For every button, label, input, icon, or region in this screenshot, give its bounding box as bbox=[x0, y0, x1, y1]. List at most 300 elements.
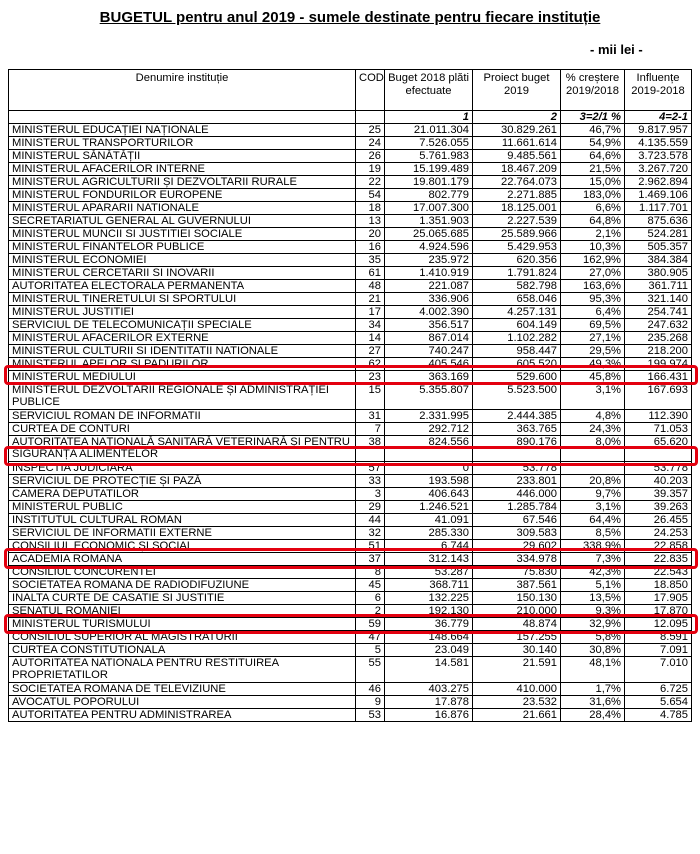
table-row bbox=[9, 306, 692, 319]
budget-2019-cell: 2.271.885 bbox=[473, 189, 561, 202]
institution-code: 20 bbox=[356, 228, 385, 241]
growth-cell: 6,4% bbox=[561, 306, 625, 319]
institution-name: MINISTERUL MEDIULUI bbox=[9, 371, 356, 384]
institution-code: 15 bbox=[356, 384, 385, 410]
institution-code: 27 bbox=[356, 345, 385, 358]
header-budget-2018: Buget 2018 plăti efectuate bbox=[385, 70, 473, 111]
budget-2018-cell: 192.130 bbox=[385, 605, 473, 618]
budget-2018-cell: 14.581 bbox=[385, 657, 473, 683]
institution-code: 48 bbox=[356, 280, 385, 293]
budget-2018-cell: 363.169 bbox=[385, 371, 473, 384]
growth-cell: 27,1% bbox=[561, 332, 625, 345]
budget-2018-cell: 5.761.983 bbox=[385, 150, 473, 163]
budget-2018-cell: 403.275 bbox=[385, 683, 473, 696]
institution-name: SERVICIUL DE TELECOMUNICAȚII SPECIALE bbox=[9, 319, 356, 332]
influence-cell: 9.817.957 bbox=[625, 124, 692, 137]
budget-2018-cell: 36.779 bbox=[385, 618, 473, 631]
influence-cell: 22.543 bbox=[625, 566, 692, 579]
budget-2019-cell: 30.829.261 bbox=[473, 124, 561, 137]
table-row bbox=[9, 475, 692, 488]
budget-2018-cell: 2.331.995 bbox=[385, 410, 473, 423]
budget-2019-cell: 11.661.614 bbox=[473, 137, 561, 150]
influence-cell: 166.431 bbox=[625, 371, 692, 384]
growth-cell: 4,8% bbox=[561, 410, 625, 423]
institution-name: SOCIETATEA ROMANA DE RADIODIFUZIUNE bbox=[9, 579, 356, 592]
header-code: COD bbox=[356, 70, 385, 111]
growth-cell: 69,5% bbox=[561, 319, 625, 332]
table-row bbox=[9, 241, 692, 254]
institution-name: MINISTERUL TRANSPORTURILOR bbox=[9, 137, 356, 150]
influence-cell: 39.263 bbox=[625, 501, 692, 514]
table-row bbox=[9, 280, 692, 293]
table-row bbox=[9, 254, 692, 267]
budget-2019-cell: 21.661 bbox=[473, 709, 561, 722]
growth-cell: 42,3% bbox=[561, 566, 625, 579]
institution-code: 32 bbox=[356, 527, 385, 540]
influence-cell: 167.693 bbox=[625, 384, 692, 410]
influence-cell: 2.962.894 bbox=[625, 176, 692, 189]
influence-cell: 321.140 bbox=[625, 293, 692, 306]
table-row bbox=[9, 371, 692, 384]
institution-name: MINISTERUL TINERETULUI SI SPORTULUI bbox=[9, 293, 356, 306]
institution-name: SERVICIUL DE PROTECȚIE ȘI PAZĂ bbox=[9, 475, 356, 488]
growth-cell: 9,3% bbox=[561, 605, 625, 618]
influence-cell: 235.268 bbox=[625, 332, 692, 345]
budget-2019-cell: 67.546 bbox=[473, 514, 561, 527]
budget-2019-cell: 658.046 bbox=[473, 293, 561, 306]
budget-2018-cell: 285.330 bbox=[385, 527, 473, 540]
budget-2019-cell: 18.467.209 bbox=[473, 163, 561, 176]
growth-cell: 32,9% bbox=[561, 618, 625, 631]
table-row bbox=[9, 176, 692, 189]
table-body bbox=[9, 124, 692, 722]
institution-code: 5 bbox=[356, 644, 385, 657]
growth-cell: 3,1% bbox=[561, 384, 625, 410]
budget-2019-cell: 5.429.953 bbox=[473, 241, 561, 254]
budget-2019-cell: 48.874 bbox=[473, 618, 561, 631]
budget-2019-cell: 387.561 bbox=[473, 579, 561, 592]
institution-name: MINISTERUL AFACERILOR EXTERNE bbox=[9, 332, 356, 345]
table-row bbox=[9, 228, 692, 241]
budget-2019-cell: 2.227.539 bbox=[473, 215, 561, 228]
growth-cell: 24,3% bbox=[561, 423, 625, 436]
table-row bbox=[9, 436, 692, 462]
institution-code: 3 bbox=[356, 488, 385, 501]
institution-code: 19 bbox=[356, 163, 385, 176]
institution-code: 29 bbox=[356, 501, 385, 514]
budget-2019-cell: 958.447 bbox=[473, 345, 561, 358]
institution-name: SERVICIUL DE INFORMATII EXTERNE bbox=[9, 527, 356, 540]
budget-2019-cell: 410.000 bbox=[473, 683, 561, 696]
institution-name: CAMERA DEPUTATILOR bbox=[9, 488, 356, 501]
growth-cell: 54,9% bbox=[561, 137, 625, 150]
institution-name: MINISTERUL AFACERILOR INTERNE bbox=[9, 163, 356, 176]
institution-name: INSPECTIA JUDICIARA bbox=[9, 462, 356, 475]
budget-2018-cell: 802.779 bbox=[385, 189, 473, 202]
institution-code: 46 bbox=[356, 683, 385, 696]
institution-code: 54 bbox=[356, 189, 385, 202]
growth-cell: 1,7% bbox=[561, 683, 625, 696]
influence-cell: 24.253 bbox=[625, 527, 692, 540]
institution-code: 6 bbox=[356, 592, 385, 605]
influence-cell: 1.469.106 bbox=[625, 189, 692, 202]
table-row bbox=[9, 189, 692, 202]
budget-2019-cell: 604.149 bbox=[473, 319, 561, 332]
budget-2019-cell: 29.602 bbox=[473, 540, 561, 553]
institution-name: MINISTERUL ECONOMIEI bbox=[9, 254, 356, 267]
influence-cell: 505.357 bbox=[625, 241, 692, 254]
budget-2018-cell: 406.643 bbox=[385, 488, 473, 501]
growth-cell: 8,0% bbox=[561, 436, 625, 462]
institution-code: 25 bbox=[356, 124, 385, 137]
influence-cell: 384.384 bbox=[625, 254, 692, 267]
institution-code: 59 bbox=[356, 618, 385, 631]
budget-2018-cell: 292.712 bbox=[385, 423, 473, 436]
budget-2018-cell: 148.664 bbox=[385, 631, 473, 644]
budget-2018-cell: 0 bbox=[385, 462, 473, 475]
budget-2019-cell: 620.356 bbox=[473, 254, 561, 267]
influence-cell: 18.850 bbox=[625, 579, 692, 592]
table-row bbox=[9, 553, 692, 566]
budget-2019-cell: 30.140 bbox=[473, 644, 561, 657]
budget-2018-cell: 4.924.596 bbox=[385, 241, 473, 254]
index-cell: 4=2-1 bbox=[625, 111, 692, 124]
table-row bbox=[9, 150, 692, 163]
influence-cell: 4.135.559 bbox=[625, 137, 692, 150]
table-row bbox=[9, 410, 692, 423]
influence-cell: 380.905 bbox=[625, 267, 692, 280]
table-row bbox=[9, 618, 692, 631]
growth-cell: 13,5% bbox=[561, 592, 625, 605]
table-row bbox=[9, 488, 692, 501]
table-row bbox=[9, 423, 692, 436]
institution-name: CONSILIUL SUPERIOR AL MAGISTRATURII bbox=[9, 631, 356, 644]
budget-2018-cell: 193.598 bbox=[385, 475, 473, 488]
budget-2019-cell: 1.102.282 bbox=[473, 332, 561, 345]
institution-name: MINISTERUL APELOR SI PADURILOR bbox=[9, 358, 356, 371]
growth-cell: 28,4% bbox=[561, 709, 625, 722]
institution-name: CONSILIUL CONCURENTEI bbox=[9, 566, 356, 579]
budget-2019-cell: 890.176 bbox=[473, 436, 561, 462]
growth-cell: 95,3% bbox=[561, 293, 625, 306]
institution-code: 38 bbox=[356, 436, 385, 462]
influence-cell: 26.455 bbox=[625, 514, 692, 527]
institution-code: 47 bbox=[356, 631, 385, 644]
growth-cell: 20,8% bbox=[561, 475, 625, 488]
institution-code: 21 bbox=[356, 293, 385, 306]
budget-2019-cell: 22.764.073 bbox=[473, 176, 561, 189]
institution-name: CONSILIUL ECONOMIC ȘI SOCIAL bbox=[9, 540, 356, 553]
growth-cell: 64,8% bbox=[561, 215, 625, 228]
budget-2018-cell: 867.014 bbox=[385, 332, 473, 345]
budget-2019-cell: 363.765 bbox=[473, 423, 561, 436]
influence-cell: 254.741 bbox=[625, 306, 692, 319]
table-row bbox=[9, 605, 692, 618]
institution-code: 14 bbox=[356, 332, 385, 345]
institution-code: 35 bbox=[356, 254, 385, 267]
table-header-row bbox=[9, 70, 692, 111]
table-row bbox=[9, 709, 692, 722]
institution-name: MINISTERUL CERCETARII SI INOVARII bbox=[9, 267, 356, 280]
table-row bbox=[9, 202, 692, 215]
growth-cell: 64,4% bbox=[561, 514, 625, 527]
table-row bbox=[9, 566, 692, 579]
budget-2018-cell: 824.556 bbox=[385, 436, 473, 462]
table-row bbox=[9, 696, 692, 709]
institution-name: MINISTERUL JUSTITIEI bbox=[9, 306, 356, 319]
budget-2018-cell: 21.011.304 bbox=[385, 124, 473, 137]
influence-cell: 4.785 bbox=[625, 709, 692, 722]
header-budget-2019: Proiect buget 2019 bbox=[473, 70, 561, 111]
influence-cell: 12.095 bbox=[625, 618, 692, 631]
index-cell bbox=[9, 111, 356, 124]
influence-cell: 5.654 bbox=[625, 696, 692, 709]
influence-cell: 218.200 bbox=[625, 345, 692, 358]
budget-2019-cell: 446.000 bbox=[473, 488, 561, 501]
institution-code: 45 bbox=[356, 579, 385, 592]
influence-cell: 65.620 bbox=[625, 436, 692, 462]
table-row bbox=[9, 319, 692, 332]
growth-cell: 183,0% bbox=[561, 189, 625, 202]
institution-name: MINISTERUL MUNCII SI JUSTITIEI SOCIALE bbox=[9, 228, 356, 241]
growth-cell: 3,1% bbox=[561, 501, 625, 514]
institution-code: 33 bbox=[356, 475, 385, 488]
budget-2018-cell: 1.246.521 bbox=[385, 501, 473, 514]
page-title: BUGETUL pentru anul 2019 - sumele destinate pentru fiecare instituție bbox=[99, 9, 601, 26]
growth-cell: 163,6% bbox=[561, 280, 625, 293]
influence-cell: 199.974 bbox=[625, 358, 692, 371]
table-row bbox=[9, 124, 692, 137]
budget-2018-cell: 1.351.903 bbox=[385, 215, 473, 228]
table-index-row bbox=[9, 111, 692, 124]
institution-code: 16 bbox=[356, 241, 385, 254]
institution-name: SENATUL ROMANIEI bbox=[9, 605, 356, 618]
growth-cell: 31,6% bbox=[561, 696, 625, 709]
growth-cell: 48,1% bbox=[561, 657, 625, 683]
budget-2019-cell: 2.444.385 bbox=[473, 410, 561, 423]
budget-2018-cell: 132.225 bbox=[385, 592, 473, 605]
institution-code: 37 bbox=[356, 553, 385, 566]
institution-name: INALTA CURTE DE CASATIE SI JUSTITIE bbox=[9, 592, 356, 605]
budget-2018-cell: 235.972 bbox=[385, 254, 473, 267]
budget-2019-cell: 23.532 bbox=[473, 696, 561, 709]
table-row bbox=[9, 215, 692, 228]
influence-cell: 71.053 bbox=[625, 423, 692, 436]
budget-2018-cell: 16.876 bbox=[385, 709, 473, 722]
table-row bbox=[9, 345, 692, 358]
budget-2018-cell: 15.199.489 bbox=[385, 163, 473, 176]
budget-2019-cell: 4.257.131 bbox=[473, 306, 561, 319]
influence-cell: 3.267.720 bbox=[625, 163, 692, 176]
budget-2018-cell: 740.247 bbox=[385, 345, 473, 358]
budget-2018-cell: 7.526.055 bbox=[385, 137, 473, 150]
influence-cell: 247.632 bbox=[625, 319, 692, 332]
growth-cell: 29,5% bbox=[561, 345, 625, 358]
growth-cell: 10,3% bbox=[561, 241, 625, 254]
budget-table bbox=[8, 69, 692, 722]
institution-name: AVOCATUL POPORULUI bbox=[9, 696, 356, 709]
institution-name: MINISTERUL CULTURII SI IDENTITATII NATIONALE bbox=[9, 345, 356, 358]
table-row bbox=[9, 293, 692, 306]
growth-cell: 45,8% bbox=[561, 371, 625, 384]
influence-cell: 1.117.701 bbox=[625, 202, 692, 215]
budget-2019-cell: 18.125.001 bbox=[473, 202, 561, 215]
table-row bbox=[9, 592, 692, 605]
table-row bbox=[9, 540, 692, 553]
budget-2018-cell: 5.355.807 bbox=[385, 384, 473, 410]
index-cell: 3=2/1 % bbox=[561, 111, 625, 124]
institution-name: MINISTERUL DEZVOLTĂRII REGIONALE ȘI ADMINISTRAȚIEI PUBLICE bbox=[9, 384, 356, 410]
growth-cell: 162,9% bbox=[561, 254, 625, 267]
influence-cell: 3.723.578 bbox=[625, 150, 692, 163]
institution-name: AUTORITATEA NATIONALA PENTRU RESTITUIREA PROPRIETATILOR bbox=[9, 657, 356, 683]
growth-cell: 46,7% bbox=[561, 124, 625, 137]
budget-2019-cell: 1.285.784 bbox=[473, 501, 561, 514]
table-row bbox=[9, 358, 692, 371]
budget-2018-cell: 368.711 bbox=[385, 579, 473, 592]
index-cell: 2 bbox=[473, 111, 561, 124]
table-row bbox=[9, 644, 692, 657]
institution-name: MINISTERUL PUBLIC bbox=[9, 501, 356, 514]
institution-code: 13 bbox=[356, 215, 385, 228]
influence-cell: 17.870 bbox=[625, 605, 692, 618]
institution-name: CURTEA CONSTITUTIONALA bbox=[9, 644, 356, 657]
institution-code: 34 bbox=[356, 319, 385, 332]
budget-2018-cell: 405.546 bbox=[385, 358, 473, 371]
budget-2019-cell: 21.591 bbox=[473, 657, 561, 683]
budget-2018-cell: 356.517 bbox=[385, 319, 473, 332]
influence-cell: 6.725 bbox=[625, 683, 692, 696]
budget-2019-cell: 582.798 bbox=[473, 280, 561, 293]
growth-cell: 30,8% bbox=[561, 644, 625, 657]
header-growth: % creștere 2019/2018 bbox=[561, 70, 625, 111]
budget-2019-cell: 233.801 bbox=[473, 475, 561, 488]
institution-name: MINISTERUL FINANTELOR PUBLICE bbox=[9, 241, 356, 254]
budget-2019-cell: 75.830 bbox=[473, 566, 561, 579]
budget-2019-cell: 529.600 bbox=[473, 371, 561, 384]
budget-2019-cell: 157.255 bbox=[473, 631, 561, 644]
budget-2018-cell: 17.007.300 bbox=[385, 202, 473, 215]
growth-cell: 338,9% bbox=[561, 540, 625, 553]
budget-2018-cell: 336.906 bbox=[385, 293, 473, 306]
budget-2018-cell: 23.049 bbox=[385, 644, 473, 657]
institution-code: 55 bbox=[356, 657, 385, 683]
growth-cell: 49,3% bbox=[561, 358, 625, 371]
influence-cell: 17.905 bbox=[625, 592, 692, 605]
budget-2018-cell: 1.410.919 bbox=[385, 267, 473, 280]
budget-2018-cell: 25.065.685 bbox=[385, 228, 473, 241]
growth-cell: 8,5% bbox=[561, 527, 625, 540]
institution-name: ACADEMIA ROMANA bbox=[9, 553, 356, 566]
table-row bbox=[9, 657, 692, 683]
growth-cell: 5,8% bbox=[561, 631, 625, 644]
unit-label: - mii lei - bbox=[590, 42, 643, 57]
institution-name: INSTITUTUL CULTURAL ROMAN bbox=[9, 514, 356, 527]
institution-name: MINISTERUL APARARII NATIONALE bbox=[9, 202, 356, 215]
institution-code: 7 bbox=[356, 423, 385, 436]
budget-2018-cell: 221.087 bbox=[385, 280, 473, 293]
budget-2019-cell: 309.583 bbox=[473, 527, 561, 540]
growth-cell: 9,7% bbox=[561, 488, 625, 501]
budget-2019-cell: 150.130 bbox=[473, 592, 561, 605]
budget-2018-cell: 6.744 bbox=[385, 540, 473, 553]
growth-cell: 7,3% bbox=[561, 553, 625, 566]
institution-code: 53 bbox=[356, 709, 385, 722]
table-row bbox=[9, 683, 692, 696]
institution-name: SECRETARIATUL GENERAL AL GUVERNULUI bbox=[9, 215, 356, 228]
growth-cell: 21,5% bbox=[561, 163, 625, 176]
influence-cell: 40.203 bbox=[625, 475, 692, 488]
growth-cell: 27,0% bbox=[561, 267, 625, 280]
institution-code: 44 bbox=[356, 514, 385, 527]
institution-code: 26 bbox=[356, 150, 385, 163]
growth-cell: 5,1% bbox=[561, 579, 625, 592]
institution-code: 57 bbox=[356, 462, 385, 475]
growth-cell: 64,6% bbox=[561, 150, 625, 163]
institution-code: 51 bbox=[356, 540, 385, 553]
budget-2019-cell: 25.589.966 bbox=[473, 228, 561, 241]
table-row bbox=[9, 332, 692, 345]
budget-2019-cell: 334.978 bbox=[473, 553, 561, 566]
influence-cell: 8.591 bbox=[625, 631, 692, 644]
header-institution: Denumire instituție bbox=[9, 70, 356, 111]
institution-code: 22 bbox=[356, 176, 385, 189]
institution-code: 9 bbox=[356, 696, 385, 709]
influence-cell: 7.010 bbox=[625, 657, 692, 683]
influence-cell: 22.858 bbox=[625, 540, 692, 553]
institution-code: 17 bbox=[356, 306, 385, 319]
institution-name: MINISTERUL FONDURILOR EUROPENE bbox=[9, 189, 356, 202]
table-row bbox=[9, 527, 692, 540]
growth-cell bbox=[561, 462, 625, 475]
table-row bbox=[9, 384, 692, 410]
table-row bbox=[9, 514, 692, 527]
budget-2018-cell: 4.002.390 bbox=[385, 306, 473, 319]
institution-name: MINISTERUL TURISMULUI bbox=[9, 618, 356, 631]
budget-2018-cell: 53.287 bbox=[385, 566, 473, 579]
institution-name: MINISTERUL EDUCAȚIEI NAȚIONALE bbox=[9, 124, 356, 137]
table-row bbox=[9, 579, 692, 592]
institution-name: MINISTERUL AGRICULTURII ȘI DEZVOLTARII RURALE bbox=[9, 176, 356, 189]
institution-code: 18 bbox=[356, 202, 385, 215]
institution-code: 31 bbox=[356, 410, 385, 423]
institution-name: CURTEA DE CONTURI bbox=[9, 423, 356, 436]
budget-2018-cell: 19.801.179 bbox=[385, 176, 473, 189]
influence-cell: 875.636 bbox=[625, 215, 692, 228]
table-row bbox=[9, 163, 692, 176]
institution-code: 23 bbox=[356, 371, 385, 384]
institution-name: SERVICIUL ROMAN DE INFORMATII bbox=[9, 410, 356, 423]
table-row bbox=[9, 267, 692, 280]
institution-name: MINISTERUL SĂNĂTĂȚII bbox=[9, 150, 356, 163]
growth-cell: 15,0% bbox=[561, 176, 625, 189]
influence-cell: 39.357 bbox=[625, 488, 692, 501]
table-row bbox=[9, 462, 692, 475]
institution-code: 24 bbox=[356, 137, 385, 150]
budget-2019-cell: 210.000 bbox=[473, 605, 561, 618]
budget-2018-cell: 312.143 bbox=[385, 553, 473, 566]
budget-2019-cell: 1.791.824 bbox=[473, 267, 561, 280]
influence-cell: 7.091 bbox=[625, 644, 692, 657]
institution-name: AUTORITATEA PENTRU ADMINISTRAREA bbox=[9, 709, 356, 722]
growth-cell: 6,6% bbox=[561, 202, 625, 215]
institution-code: 8 bbox=[356, 566, 385, 579]
budget-2019-cell: 9.485.561 bbox=[473, 150, 561, 163]
table-row bbox=[9, 137, 692, 150]
influence-cell: 112.390 bbox=[625, 410, 692, 423]
index-cell bbox=[356, 111, 385, 124]
influence-cell: 22.835 bbox=[625, 553, 692, 566]
